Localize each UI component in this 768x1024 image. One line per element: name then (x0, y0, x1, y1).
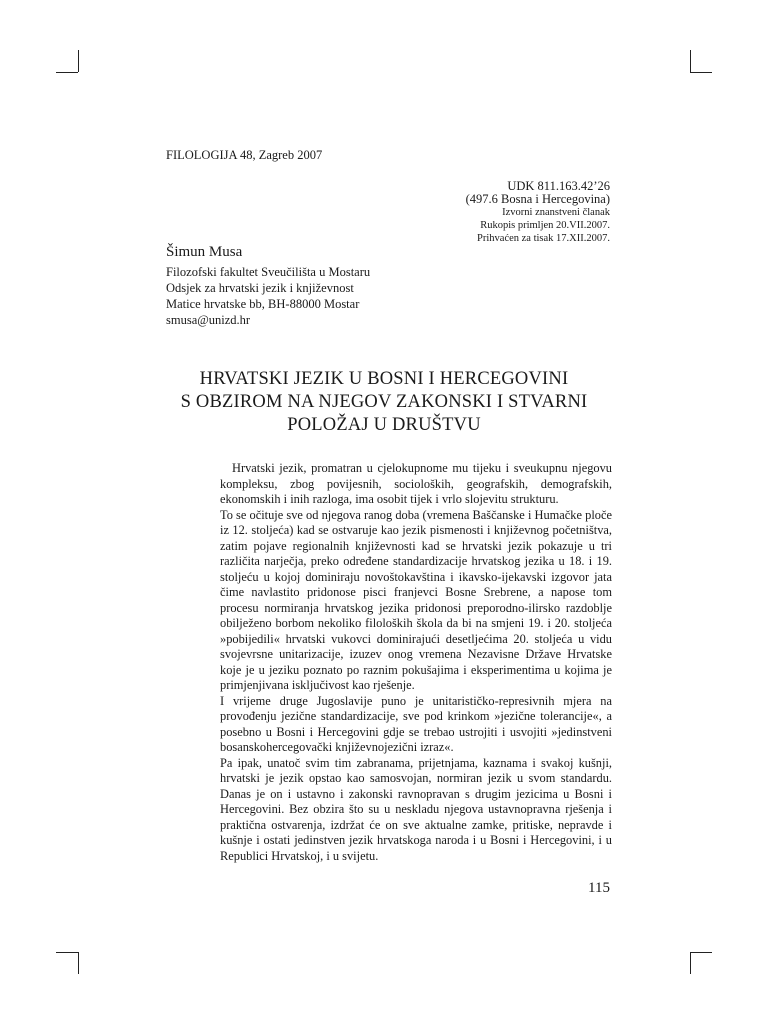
title-line: HRVATSKI JEZIK U BOSNI I HERCEGOVINI (199, 369, 569, 389)
title-line: S OBZIROM NA NJEGOV ZAKONSKI I STVARNI (180, 392, 588, 412)
classification-block (466, 180, 610, 245)
crop-mark (690, 952, 691, 974)
article-title (120, 368, 648, 437)
crop-mark (78, 50, 79, 72)
abstract-body (220, 461, 612, 864)
author-block (166, 244, 370, 328)
paragraph: I vrijeme druge Jugoslavije puno je unitarističko-represivnih mjera na provođenju jezične standardizacije, sve pod krinkom »jezične tolerancije«, a posebno u Bosni i Hercegovini gdje se trebao ustrojiti i usvojiti »jedinstveni bosanskohercegovački književnojezični izraz«. (220, 693, 612, 754)
crop-mark (78, 952, 79, 974)
affiliation-line: Matice hrvatske bb, BH-88000 Mostar (166, 297, 360, 311)
accepted-date: Prihvaćen za tisak 17.XII.2007. (477, 233, 610, 244)
crop-mark (690, 952, 712, 953)
article-type: Izvorni znanstveni članak (502, 207, 610, 218)
paragraph: Hrvatski jezik, promatran u cjelokupnome mu tijeku i sveukupnu njegovu kompleksu, zbog povijesnih, socioloških, geografskih, demografskih, ekonomskih i inih razloga, ima osobit tijek i vrlo slojevitu strukturu. (220, 461, 612, 506)
udk-code: UDK 811.163.42’26 (507, 179, 610, 193)
received-date: Rukopis primljen 20.VII.2007. (480, 220, 610, 231)
crop-mark (690, 72, 712, 73)
affiliation-line: Odsjek za hrvatski jezik i književnost (166, 281, 354, 295)
page-number: 115 (588, 880, 610, 896)
crop-mark (56, 952, 78, 953)
journal-reference: FILOLOGIJA 48, Zagreb 2007 (166, 148, 323, 162)
crop-mark (690, 50, 691, 72)
title-line: POLOŽAJ U DRUŠTVU (287, 415, 481, 435)
paragraph: Pa ipak, unatoč svim tim zabranama, prijetnjama, kaznama i svakoj kušnji, hrvatski je jezik opstao kao samosvojan, normiran jezik u svom standardu. Danas je on i ustavno i zakonski ravnopravan s drugim jezicima u Bosni i Hercegovini. Bez obzira što su u neskladu njegova ustavnopravna rješenja i praktična ostvarenja, izdržat će on sve aktualne zamke, pritiske, nepravde i kušnje i ostati jedinstven jezik hrvatskoga naroda i u Bosni i Hercegovini, i u Republici Hrvatskoj, i u svijetu. (220, 755, 612, 863)
author-email: smusa@unizd.hr (166, 313, 251, 327)
crop-mark (56, 72, 78, 73)
udk-subcode: (497.6 Bosna i Hercegovina) (465, 192, 610, 206)
affiliation-line: Filozofski fakultet Sveučilišta u Mostaru (166, 265, 371, 279)
paragraph: To se očituje sve od njegova ranog doba (vremena Baščanske i Humačke ploče iz 12. stoljeća) kad se ostvaruje kao jezik pismenosti i književnog početništva, zatim pojave regionalnih književnosti kad se hrvatski jezik pokazuje u tri različita narječja, preko određene standardizacije hrvatskog jezika u 18. i 19. stoljeću u kojoj dominiraju novoštokavština i ikavsko-ijekavski izgovor jata čime navlastito pridonose pisci franjevci Bosne Srebrene, a napose tom procesu normiranja hrvatskog jezika pridonosi preporodno-ilirsko razdoblje obilježeno borbom nekoliko filoloških škola da bi na smjeni 19. i 20. stoljeća »pobijedili« hrvatski vukovci dominirajući desetljećima 20. stoljeća u vidu svojevrsne unitarizacije, izuzev onog vremena Nezavisne Države Hrvatske koje je u jeziku poznato po raznim pokušajima i eksperimentima u kojima je primjenjivana isključivost kao rješenje. (220, 507, 612, 692)
author-name: Šimun Musa (166, 244, 243, 260)
